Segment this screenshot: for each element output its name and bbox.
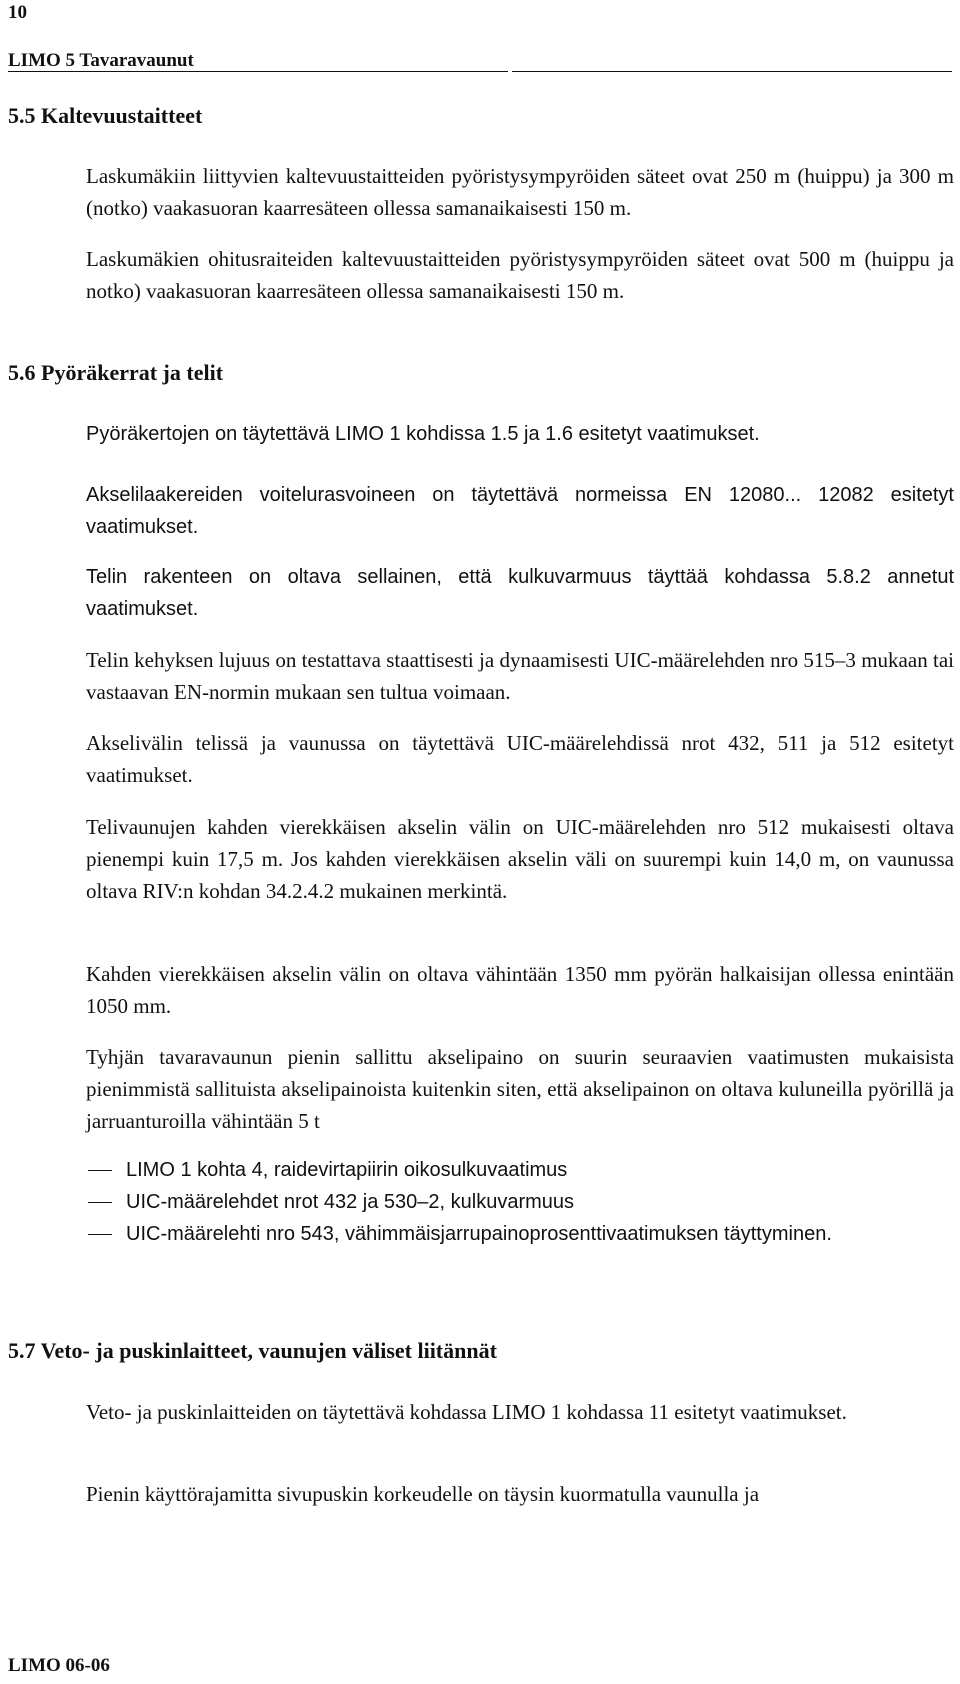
list-item <box>86 1186 954 1218</box>
paragraph: Veto- ja puskinlaitteiden on täytettävä kohdassa LIMO 1 kohdassa 11 esitetyt vaatimukset. <box>86 1400 847 1424</box>
list-item-text: UIC-määrelehdet nrot 432 ja 530–2, kulkuvarmuus <box>126 1191 575 1213</box>
header-rule <box>512 71 952 72</box>
header-rule <box>8 71 508 72</box>
dash-icon <box>88 1202 112 1203</box>
dash-icon <box>88 1170 112 1171</box>
list-item <box>86 1154 954 1186</box>
dash-icon <box>88 1234 112 1235</box>
list-item-text: LIMO 1 kohta 4, raidevirtapiirin oikosulkuvaatimus <box>126 1159 568 1181</box>
footer-doc-code: LIMO 06-06 <box>8 1655 110 1676</box>
paragraph: Akselivälin telissä ja vaunussa on täytettävä UIC-määrelehdissä nrot 432, 511 ja 512 esitetyt vaatimukset. <box>86 731 954 787</box>
paragraph: Tyhjän tavaravaunun pienin sallittu akselipaino on suurin seuraavien vaatimusten mukaisista pienimmistä sallituista akselipainoista kuitenkin siten, että akselipainon on oltava kuluneilla pyörillä ja jarruanturoilla vähintään 5 t <box>86 1045 954 1133</box>
paragraph: Akselilaakereiden voitelurasvoineen on täytettävä normeissa EN 12080... 12082 esitetyt vaatimukset. <box>86 484 954 538</box>
section-heading-5-6: 5.6 Pyöräkerrat ja telit <box>8 360 224 385</box>
section-heading-5-7: 5.7 Veto- ja puskinlaitteet, vaunujen väliset liitännät <box>8 1338 497 1363</box>
section-heading-5-5: 5.5 Kaltevuustaitteet <box>8 103 203 128</box>
paragraph: Telin kehyksen lujuus on testattava staattisesti ja dynaamisesti UIC-määrelehden nro 515–3 mukaan tai vastaavan EN-normin mukaan sen tultua voimaan. <box>86 648 954 704</box>
paragraph: Laskumäkien ohitusraiteiden kaltevuustaitteiden pyöristysympyröiden säteet ovat 500 m (huippu ja notko) vaakasuoran kaarresäteen ollessa samanaikaisesti 150 m. <box>86 247 954 303</box>
requirement-list <box>86 1154 954 1250</box>
list-item-text: UIC-määrelehti nro 543, vähimmäisjarrupainoprosenttivaatimuksen täyttyminen. <box>126 1223 832 1245</box>
paragraph: Kahden vierekkäisen akselin välin on oltava vähintään 1350 mm pyörän halkaisijan ollessa enintään 1050 mm. <box>86 962 954 1018</box>
paragraph: Pyöräkertojen on täytettävä LIMO 1 kohdissa 1.5 ja 1.6 esitetyt vaatimukset. <box>86 423 760 445</box>
list-item <box>86 1218 954 1250</box>
paragraph: Telin rakenteen on oltava sellainen, että kulkuvarmuus täyttää kohdassa 5.8.2 annetut vaatimukset. <box>86 566 954 620</box>
paragraph: Pienin käyttörajamitta sivupuskin korkeudelle on täysin kuormatulla vaunulla ja <box>86 1482 760 1506</box>
page-number: 10 <box>8 2 27 23</box>
paragraph: Telivaunujen kahden vierekkäisen akselin välin on UIC-määrelehden nro 512 mukaisesti oltava pienempi kuin 17,5 m. Jos kahden vierekkäisen akselin väli on suurempi kuin 14,0 m, on vaunussa oltava RIV:n kohdan 34.2.4.2 mukainen merkintä. <box>86 815 954 903</box>
paragraph: Laskumäkiin liittyvien kaltevuustaitteiden pyöristysympyröiden säteet ovat 250 m (huippu) ja 300 m (notko) vaakasuoran kaarresäteen ollessa samanaikaisesti 150 m. <box>86 164 954 220</box>
running-header: LIMO 5 Tavaravaunut <box>8 50 194 71</box>
